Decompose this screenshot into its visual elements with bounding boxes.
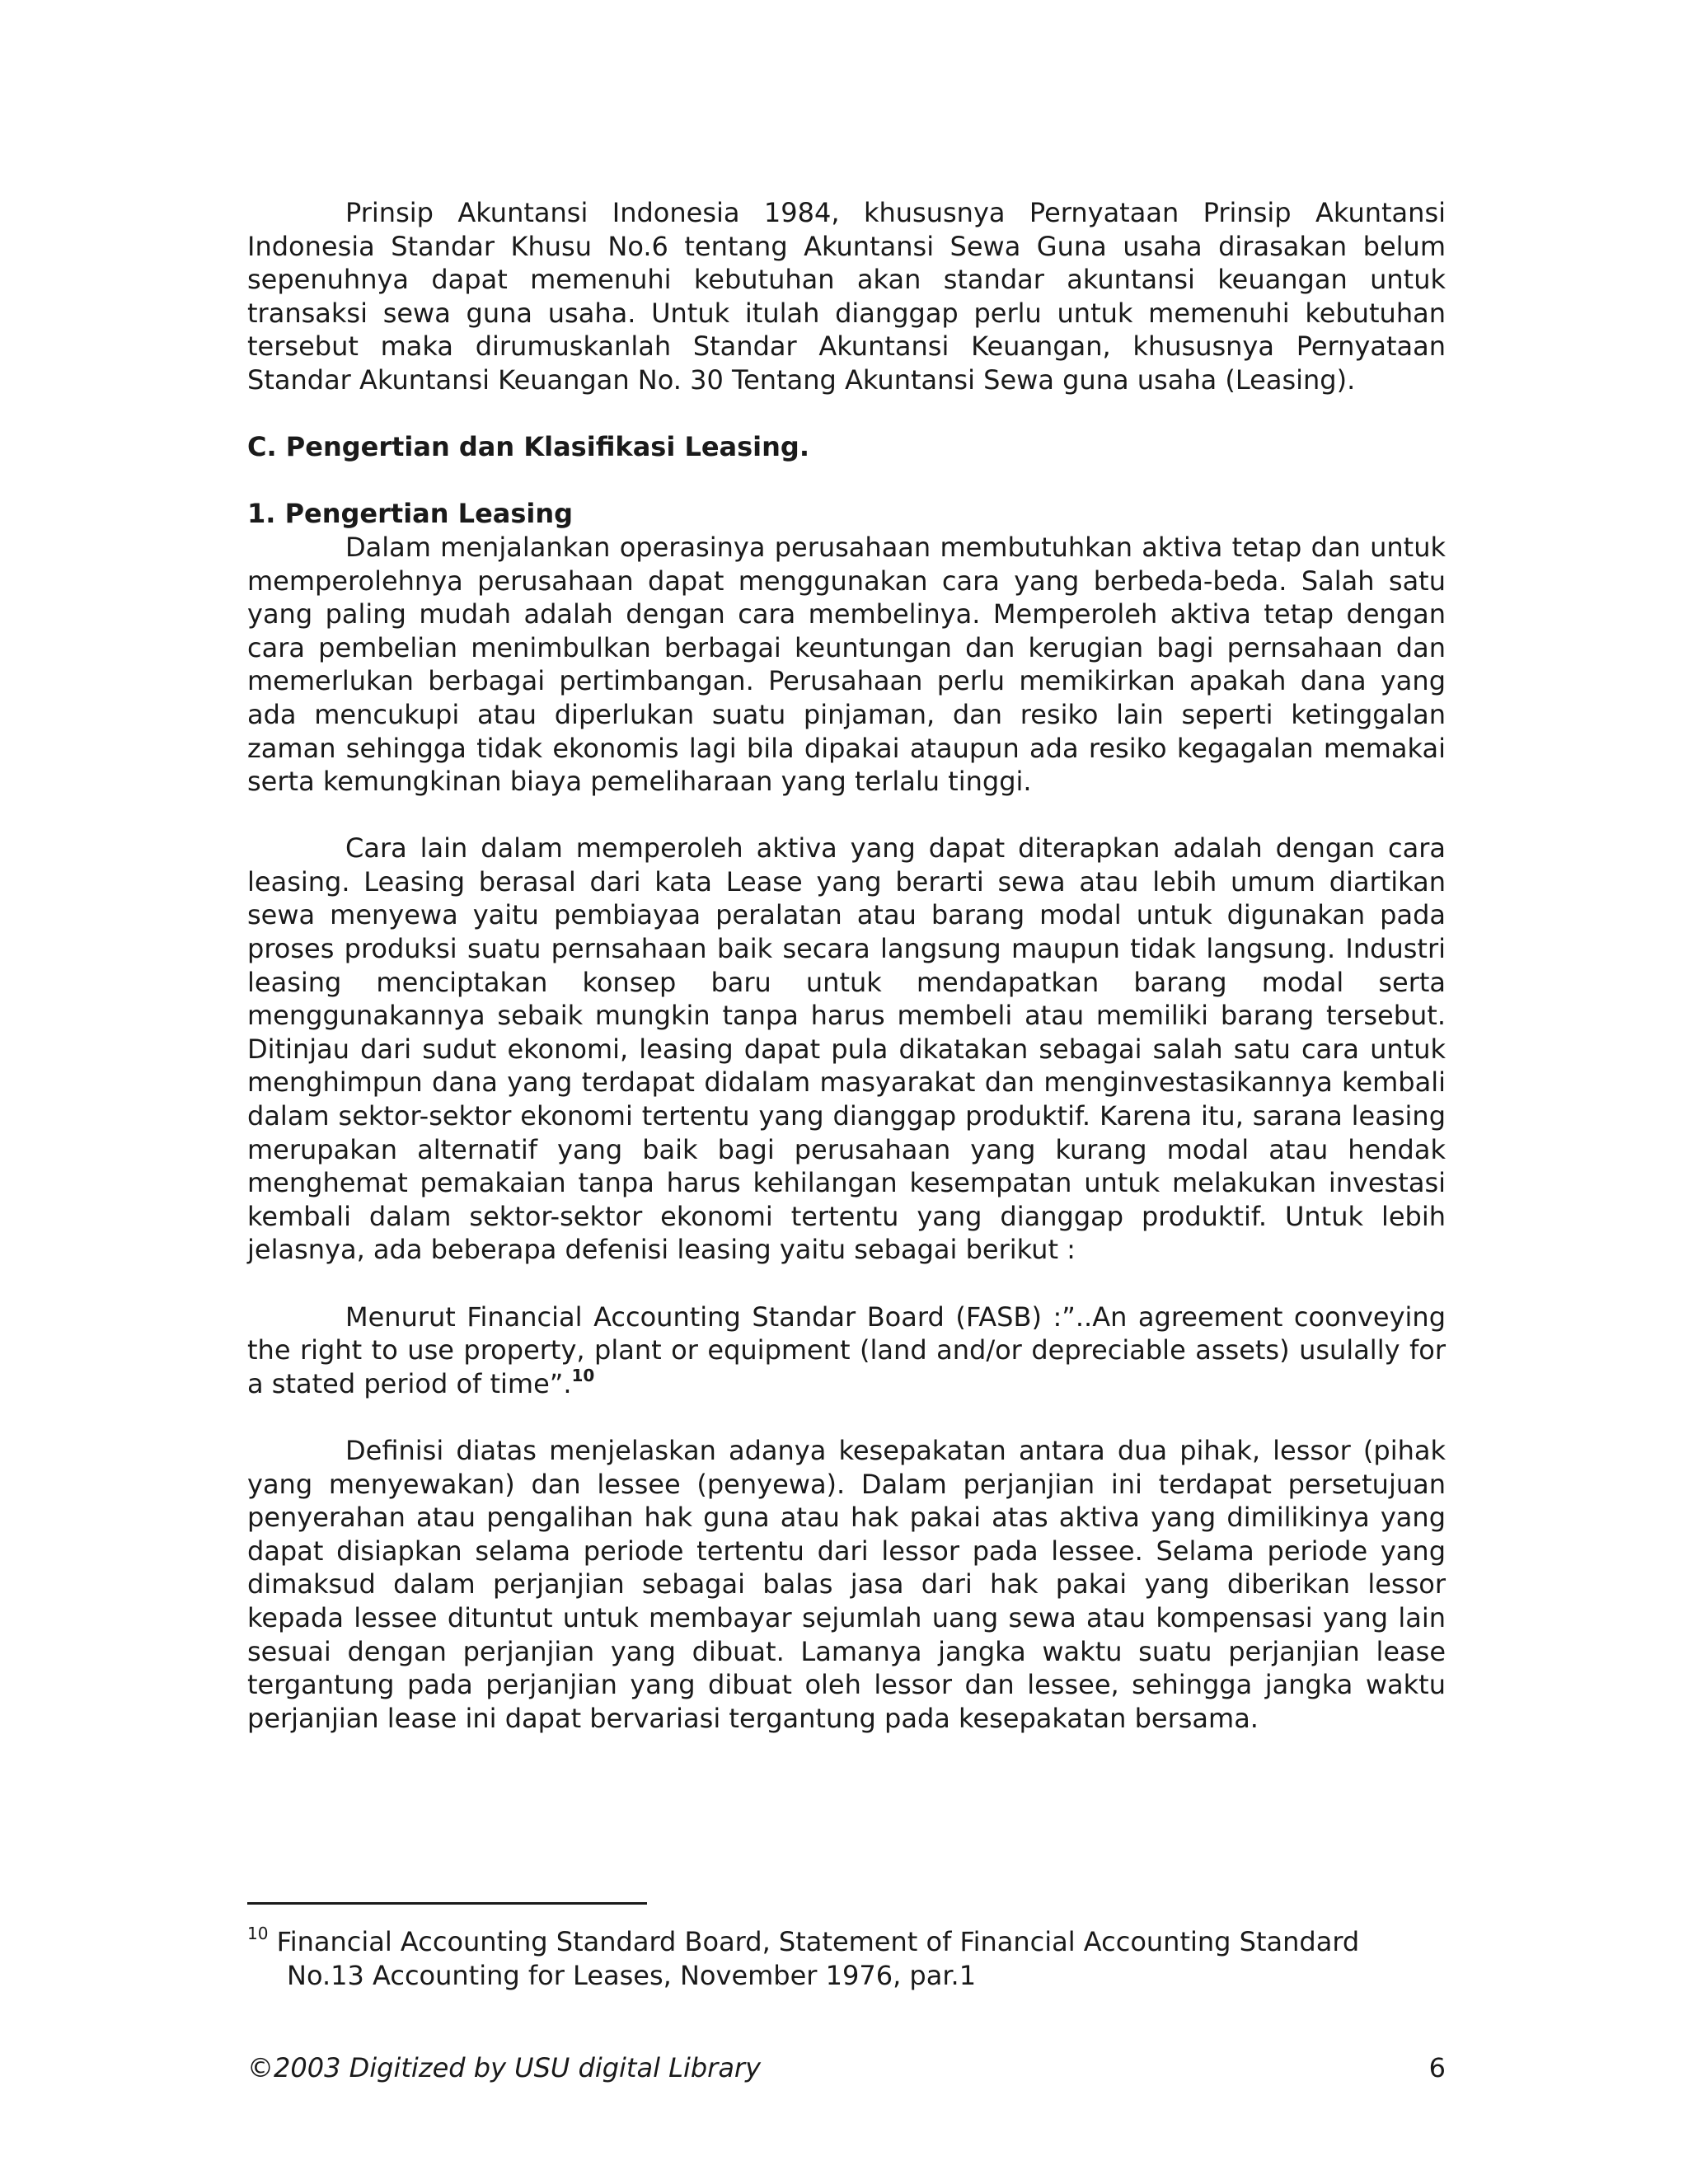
fasb-quote-text: Menurut Financial Accounting Standar Board (FASB) :”..An agreement coonveying the right to use property, plant or equipment (land and/or depreciable assets) usulally for a stated period of time”. — [247, 1301, 1446, 1399]
footnote — [247, 1925, 1446, 1993]
paragraph-fasb — [247, 1301, 1446, 1401]
footer-credit: ©2003 Digitized by USU digital Library — [247, 2052, 762, 2083]
footnote-divider — [247, 1902, 647, 1905]
paragraph-operasi: Dalam menjalankan operasinya perusahaan membutuhkan aktiva tetap dan untuk memperolehnya perusahaan dapat menggunakan cara yang berbeda-beda. Salah satu yang paling mudah adalah dengan cara membelinya. Memperoleh aktiva tetap dengan cara pembelian menimbulkan berbagai keuntungan dan kerugian bagi pernsahaan dan memerlukan berbagai pertimbangan. Perusahaan perlu memikirkan apakah dana yang ada mencukupi atau diperlukan suatu pinjaman, dan resiko lain seperti ketinggalan zaman sehingga tidak ekonomis lagi bila dipakai ataupun ada resiko kegagalan memakai serta kemungkinan biaya pemeliharaan yang terlalu tinggi. — [247, 531, 1446, 798]
paragraph-psak-intro: Prinsip Akuntansi Indonesia 1984, khususnya Pernyataan Prinsip Akuntansi Indonesia Standar Khusu No.6 tentang Akuntansi Sewa Guna usaha dirasakan belum sepenuhnya dapat memenuhi kebutuhan akan standar akuntansi keuangan untuk transaksi sewa guna usaha. Untuk itulah dianggap perlu untuk memenuhi kebutuhan tersebut maka dirumuskanlah Standar Akuntansi Keuangan, khususnya Pernyataan Standar Akuntansi Keuangan No. 30 Tentang Akuntansi Sewa guna usaha (Leasing). — [247, 197, 1446, 396]
paragraph-cara-lain: Cara lain dalam memperoleh aktiva yang dapat diterapkan adalah dengan cara leasing. Leasing berasal dari kata Lease yang berarti sewa atau lebih umum diartikan sewa menyewa yaitu pembiayaa peralatan atau barang modal untuk digunakan pada proses produksi suatu pernsahaan baik secara langsung maupun tidak langsung. Industri leasing menciptakan konsep baru untuk mendapatkan barang modal serta menggunakannya sebaik mungkin tanpa harus membeli atau memiliki barang tersebut. Ditinjau dari sudut ekonomi, leasing dapat pula dikatakan sebagai salah satu cara untuk menghimpun dana yang terdapat didalam masyarakat dan menginvestasikannya kembali dalam sektor-sektor ekonomi tertentu yang dianggap produktif. Karena itu, sarana leasing merupakan alternatif yang baik bagi perusahaan yang kurang modal atau hendak menghemat pemakaian tanpa harus kehilangan kesempatan untuk melakukan investasi kembali dalam sektor-sektor ekonomi tertentu yang dianggap produktif. Untuk lebih jelasnya, ada beberapa defenisi leasing yaitu sebagai berikut : — [247, 832, 1446, 1266]
paragraph-definisi: Definisi diatas menjelaskan adanya kesepakatan antara dua pihak, lessor (pihak yang menyewakan) dan lessee (penyewa). Dalam perjanjian ini terdapat persetujuan penyerahan atau pengalihan hak guna atau hak pakai atas aktiva yang dimilikinya yang dapat disiapkan selama periode tertentu dari lessor pada lessee. Selama periode yang dimaksud dalam perjanjian sebagai balas jasa dari hak pakai yang diberikan lessor kepada lessee dituntut untuk membayar sejumlah uang sewa atau kompensasi yang lain sesuai dengan perjanjian yang dibuat. Lamanya jangka waktu suatu perjanjian lease tergantung pada perjanjian yang dibuat oleh lessor dan lessee, sehingga jangka waktu perjanjian lease ini dapat bervariasi tergantung pada kesepakatan bersama. — [247, 1434, 1446, 1734]
footnote-line-2: No.13 Accounting for Leases, November 1976, par.1 — [287, 1960, 977, 1991]
subsection-heading-1: 1. Pengertian Leasing — [247, 498, 574, 530]
section-heading-c: C. Pengertian dan Klasifikasi Leasing. — [247, 431, 809, 463]
page-number: 6 — [1428, 2052, 1446, 2083]
document-body — [247, 196, 1446, 1735]
footnote-number: 10 — [247, 1924, 269, 1943]
footnote-reference: 10 — [571, 1365, 595, 1385]
footnote-line-1: Financial Accounting Standard Board, Statement of Financial Accounting Standard — [276, 1926, 1360, 1957]
